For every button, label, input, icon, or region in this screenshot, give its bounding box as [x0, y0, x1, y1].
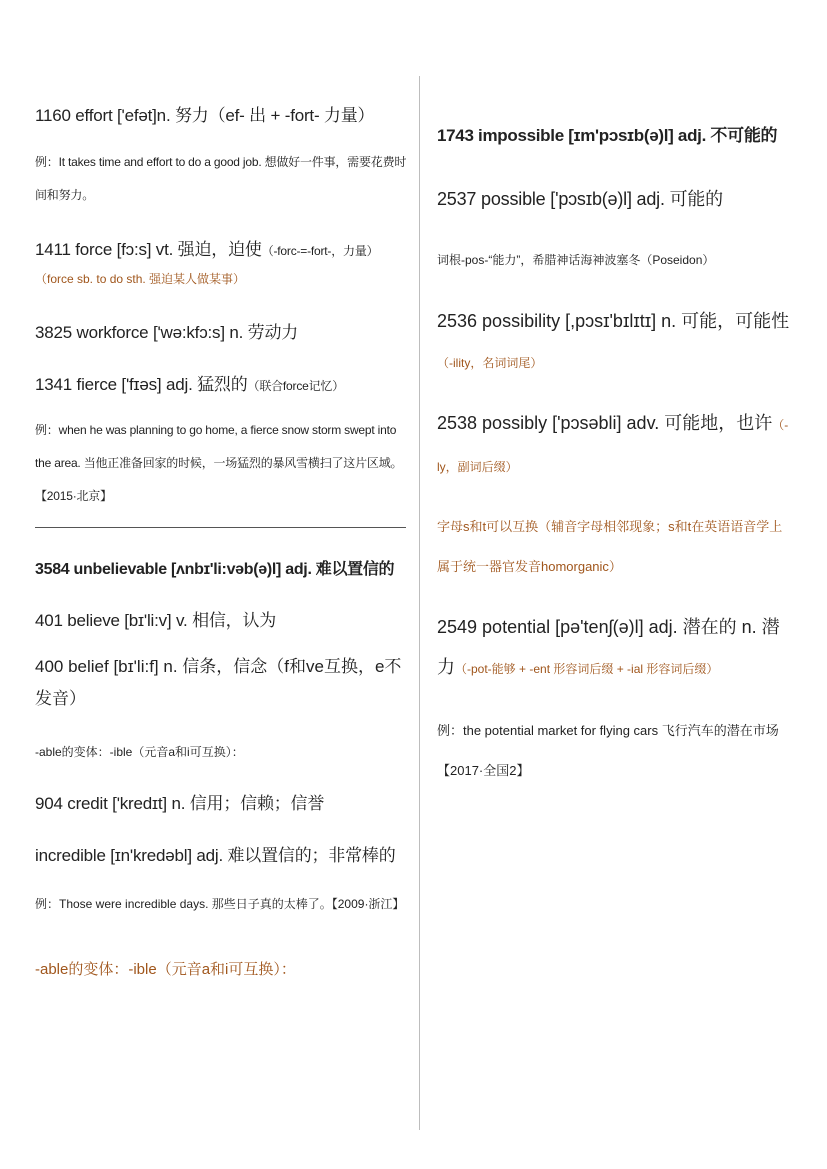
st-swap-note: 字母s和t可以互换（辅音字母相邻现象；s和t在英语语音学上属于统一器官发音homorganic）	[437, 519, 783, 574]
entry-note: （-ly，副词后缀）	[437, 418, 789, 474]
entry-believe: 401 believe [bɪ'li:v] v. 相信，认为	[35, 611, 277, 630]
entry-note: （ef- 出 + -fort- 力量）	[208, 106, 375, 125]
entry-workforce: 3825 workforce ['wə:kfɔ:s] n. 劳动力	[35, 323, 299, 342]
entry-text: 2536 possibility [,pɔsɪ'bɪlɪtɪ] n. 可能，可能性	[437, 311, 790, 331]
able-variant-heading: -able的变体：-ible（元音a和i可互换）：	[35, 961, 296, 978]
entry-effort	[35, 101, 407, 126]
example-effort: 例：It takes time and effort to do a good job. 想做好一件事，需要花费时间和努力。	[35, 155, 407, 202]
example-potential: 例：the potential market for flying cars 飞行汽车的潜在市场【2017·全国2】	[437, 723, 779, 778]
entry-potential	[437, 607, 792, 689]
entry-text: 2538 possibly ['pɔsəbli] adv. 可能地，也许	[437, 413, 773, 433]
entry-text: 1411 force [fɔ:s] vt. 强迫，迫使	[35, 240, 262, 259]
example-fierce: 例：when he was planning to go home, a fierce snow storm swept into the area. 当他正准备回家的时候，一场猛烈的暴风雪横扫了这片区域。【2015·北京】	[35, 423, 403, 503]
entry-note: （-ility，名词词尾）	[437, 356, 543, 370]
entry-possible: 2537 possible ['pɔsɪb(ə)l] adj. 可能的	[437, 189, 723, 209]
entry-text: 1341 fierce ['fɪəs] adj. 猛烈的	[35, 375, 248, 394]
root-pos-note: 词根-pos-“能力”，希腊神话海神波塞冬（Poseidon）	[437, 253, 715, 267]
entry-note: （-pot-能够 + -ent 形容词后缀 + -ial 形容词后缀）	[455, 662, 719, 676]
entry-credit: 904 credit ['kredɪt] n. 信用；信赖；信誉	[35, 794, 325, 813]
entry-force	[35, 235, 407, 260]
section-rule	[35, 527, 406, 528]
entry-fierce	[35, 370, 407, 395]
entry-note: （联合force记忆）	[247, 379, 344, 393]
entry-possibly	[437, 403, 792, 487]
entry-unbelievable: 3584 unbelievable [ʌnbɪ'li:vəb(ə)l] adj. 难以置信的	[35, 561, 395, 578]
able-variant-note: -able的变体：-ible（元音a和i可互换）：	[35, 745, 244, 759]
phrase-force: （force sb. to do sth. 强迫某人做某事）	[35, 272, 246, 286]
entry-possibility	[437, 301, 792, 383]
entry-note: （-forc-=-fort-，力量）	[261, 244, 379, 258]
entry-text: 1160 effort ['efət]n. 努力	[35, 106, 209, 125]
entry-incredible: incredible [ɪn'kredəbl] adj. 难以置信的；非常棒的	[35, 846, 396, 865]
entry-belief: 400 belief [bɪ'li:f] n. 信条，信念（f和ve互换，e不发音）	[35, 657, 402, 708]
column-divider	[419, 76, 420, 1130]
entry-text: 2549 potential [pə'tenʃ(ə)l] adj. 潜在的 n. 潜力	[437, 617, 780, 677]
example-incredible: 例：Those were incredible days. 那些日子真的太棒了。【2009·浙江】	[35, 897, 405, 911]
entry-impossible: 1743 impossible [ɪm'pɔsɪb(ə)l] adj. 不可能的	[437, 126, 778, 145]
